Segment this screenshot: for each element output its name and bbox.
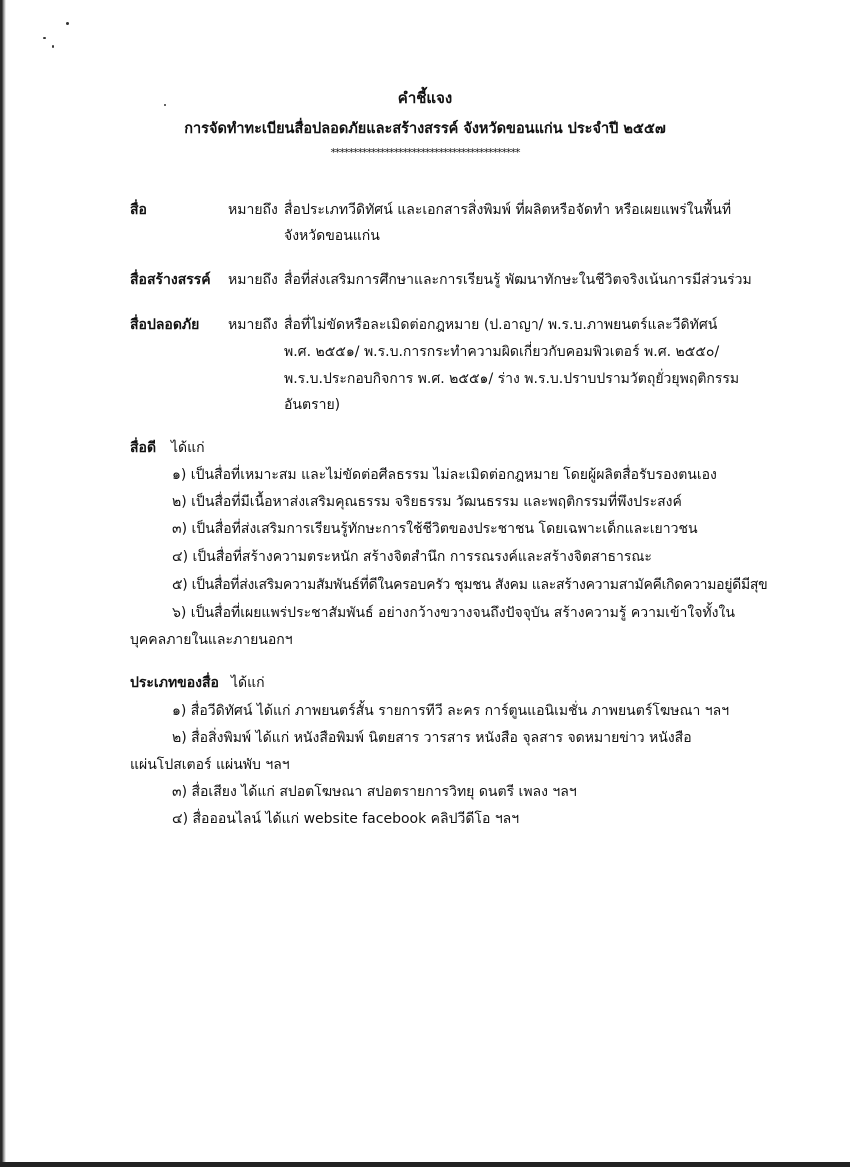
definition-means: หมายถึง: [228, 317, 278, 333]
list-item-continuation: แผ่นโปสเตอร์ แผ่นพับ ฯลฯ: [130, 757, 290, 773]
scan-edge-left: [0, 0, 6, 1167]
scan-speck: [66, 22, 69, 25]
document-subtitle: การจัดทำทะเบียนสื่อปลอดภัยและสร้างสรรค์ จังหวัดขอนแก่น ประจำปี ๒๕๕๗: [184, 121, 666, 137]
definition-text: สื่อที่ส่งเสริมการศึกษาและการเรียนรู้ พัฒนาทักษะในชีวิตจริงเน้นการมีส่วนร่วม: [284, 272, 752, 288]
definition-text: พ.ศ. ๒๕๕๑/ พ.ร.บ.การกระทำความผิดเกี่ยวกับคอมพิวเตอร์ พ.ศ. ๒๕๕๐/: [284, 344, 720, 360]
definition-text: พ.ร.บ.ประกอบกิจการ พ.ศ. ๒๕๕๑/ ร่าง พ.ร.บ.ปราบปรามวัตถุยั่วยุพฤติกรรม: [284, 371, 740, 387]
list-item-continuation: บุคคลภายในและภายนอกฯ: [130, 632, 293, 648]
section-heading: สื่อดี: [130, 440, 157, 456]
list-item: ๓) สื่อเสียง ได้แก่ สปอตโฆษณา สปอตรายการวิทยุ ดนตรี เพลง ฯลฯ: [172, 784, 577, 800]
scan-speck: [52, 45, 54, 48]
scan-edge-bottom: [0, 1162, 850, 1167]
list-item: ๖) เป็นสื่อที่เผยแพร่ประชาสัมพันธ์ อย่างกว้างขวางจนถึงปัจจุบัน สร้างความรู้ ความเข้าใจทั้งใน: [172, 605, 735, 621]
scan-speck: [43, 37, 46, 39]
list-item: ๕) เป็นสื่อที่ส่งเสริมความสัมพันธ์ที่ดีในครอบครัว ชุมชน สังคม และสร้างความสามัคคีเกิดความอยู่ดีมีสุข: [172, 577, 768, 593]
definition-text: อันตราย): [284, 397, 341, 413]
list-item: ๓) เป็นสื่อที่ส่งเสริมการเรียนรู้ทักษะการใช้ชีวิตของประชาชน โดยเฉพาะเด็กและเยาวชน: [172, 521, 698, 537]
definition-term: สื่อปลอดภัย: [130, 317, 200, 333]
definition-term: สื่อสร้างสรรค์: [130, 272, 211, 288]
document-title: คำชี้แจง: [397, 89, 453, 107]
definition-text: สื่อประเภทวีดิทัศน์ และเอกสารสิ่งพิมพ์ ที่ผลิตหรือจัดทำ หรือเผยแพร่ในพื้นที่: [284, 202, 732, 218]
definition-means: หมายถึง: [228, 272, 278, 288]
list-item: ๑) เป็นสื่อที่เหมาะสม และไม่ขัดต่อศีลธรรม ไม่ละเมิดต่อกฎหมาย โดยผู้ผลิตสื่อรับรองตนเอง: [172, 467, 717, 483]
definition-text: สื่อที่ไม่ขัดหรือละเมิดต่อกฎหมาย (ป.อาญา/ พ.ร.บ.ภาพยนตร์และวีดิทัศน์: [284, 317, 718, 333]
list-item: ๔) เป็นสื่อที่สร้างความตระหนัก สร้างจิตสำนึก การรณรงค์และสร้างจิตสาธารณะ: [172, 549, 652, 565]
section-heading-suffix: ได้แก่: [171, 440, 205, 456]
definition-means: หมายถึง: [228, 202, 278, 218]
list-item: ๒) เป็นสื่อที่มีเนื้อหาส่งเสริมคุณธรรม จริยธรรม วัฒนธรรม และพฤติกรรมที่พึงประสงค์: [172, 494, 682, 510]
list-item: ๑) สื่อวีดิทัศน์ ได้แก่ ภาพยนตร์สั้น รายการทีวี ละคร การ์ตูนแอนิเมชั่น ภาพยนตร์โฆษณา ฯลฯ: [172, 703, 730, 719]
list-item: ๔) สื่อออนไลน์ ได้แก่ website facebook คลิปวีดีโอ ฯลฯ: [172, 811, 520, 827]
definition-term: สื่อ: [130, 202, 147, 218]
list-item: ๒) สื่อสิ่งพิมพ์ ได้แก่ หนังสือพิมพ์ นิตยสาร วารสาร หนังสือ จุลสาร จดหมายข่าว หนังสือ: [172, 730, 692, 746]
title-divider: ******************************************: [330, 146, 520, 159]
section-heading: ประเภทของสื่อ: [130, 675, 219, 691]
definition-text: จังหวัดขอนแก่น: [284, 228, 380, 244]
section-heading-suffix: ได้แก่: [231, 675, 265, 691]
